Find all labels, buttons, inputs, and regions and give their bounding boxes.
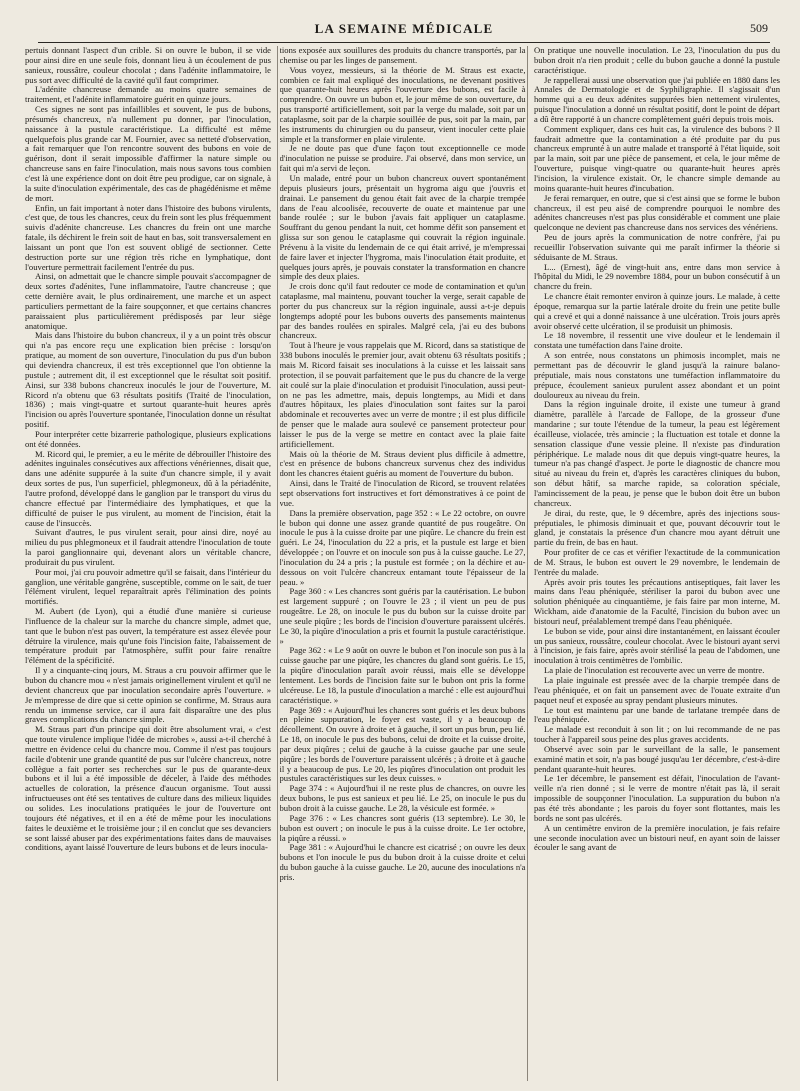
paragraph: Vous voyez, messieurs, si la théorie de M. Straus est exacte, combien ce fait mal expliqué des inoculations, ne devenant positives que quarante-huit heures après l'ouverture des bubons, est facile à comprendre. On ouvre un bubon et, le jour même de son ouverture, du pus transporté artificiellement, soit par la verge du malade, soit par un cataplasme, soit par de la charpie souillée de pus, soit par la main, par les instruments du chirurgien ou du panseur, vient inoculer cette plaie simple et la transformer en plaie virulente. bbox=[279, 64, 526, 144]
column-middle bbox=[280, 46, 526, 1086]
paragraph: Pour interpréter cette bizarrerie pathologique, plusieurs explications ont été données. bbox=[25, 428, 271, 449]
paragraph: Le 18 novembre, il ressentit une vive douleur et le lendemain il constata une tuméfaction dans l'aine droite. bbox=[534, 330, 780, 351]
paragraph: Ainsi, dans le Traité de l'inoculation de Ricord, se trouvent relatées sept observations fort instructives et fort démonstratives à ce point de vue. bbox=[279, 478, 526, 508]
paragraph: Page 381 : « Aujourd'hui le chancre est cicatrisé ; on ouvre les deux bubons et l'on inocule le pus du bubon droit à la cuisse droite et celui du bubon gauche à la cuisse gauche. Le 20, aucune des inoculations n'a pris. bbox=[279, 842, 526, 882]
paragraph: M. Straus part d'un principe qui doit être absolument vrai, « c'est que toute virulence implique l'idée de microbes », aussi a-t-il cherché à mettre en évidence celui du chancre mou. Comme il n'est pas toujours facile d'obtenir une grande quantité de pus sur l'ulcère chancreux, notre collègue a fait porter ses recherches sur le pus de quarante-deux bubons et il lui a été impossible de déceler, à l'aide des méthodes actuelles de coloration, la présence d'aucun organisme. Tout aussi infructueuses ont été ses tentatives de culture dans des milieux liquides ou solides. Les inoculations pratiquées le jour de l'ouverture ont toujours été négatives, et il en a été de même pour les inoculations faites le deuxième et le troisième jour ; il en conclut que ses devanciers se sont laissé abuser par des expérimentations faites dans de mauvaises conditions, ayant laissé l'ouverture de leurs bubons et de leurs inocula- bbox=[25, 724, 271, 853]
paragraph: L'adénite chancreuse demande au moins quatre semaines de traitement, et l'adénite inflammatoire guérit en quinze jours. bbox=[25, 84, 271, 105]
journal-title: LA SEMAINE MÉDICALE bbox=[314, 21, 494, 36]
column-right bbox=[534, 46, 780, 1086]
page-header bbox=[38, 18, 770, 43]
paragraph: Je crois donc qu'il faut redouter ce mode de contamination et qu'un cataplasme, mal maintenu, pouvant toucher la verge, serait capable de porter du pus chancreux sur la région inguinale, aussi a-t-je depuis longtemps adopté pour les bubons ouverts des pansements maintenus par des bandes roulées en spirales. Malgré cela, j'ai eu des bubons chancreux. bbox=[279, 281, 526, 341]
paragraph: Un malade, entré pour un bubon chancreux ouvert spontanément depuis plusieurs jours, présentait un hygroma aigu que j'ouvris et drainai. Le pansement du genou était fait avec de la charpie trempée dans de l'eau alcoolisée, recouverte de ouate et maintenue par une bande roulée ; sur le bubon j'avais fait appliquer un cataplasme. Souffrant du genou pendant la nuit, cet homme défit son pansement et glissa sur son genou le cataplasme qui couvrait la région inguinale. Prévenu à la visite du lendemain de ce qui était arrivé, je m'empressai de faire laver et injecter l'hygroma, mais l'inoculation était produite, et quelques jours après, je pouvais constater la transformation en chancre simple des deux plaies. bbox=[279, 172, 526, 282]
paragraph: Enfin, un fait important à noter dans l'histoire des bubons virulents, c'est que, de tous les chancres, ceux du frein sont les plus fréquemment suivis d'adénite chancreuse. Les chancres du frein ont une marche fatale, ils déchirent le frein soit de haut en bas, soit transversalement en laissant un pont que l'on est souvent obligé de sectionner. Cette destruction porte sur une région très riche en lymphatique, dont l'ouverture permettrait facilement l'entrée du pus. bbox=[25, 202, 271, 272]
paragraph: Après avoir pris toutes les précautions antiseptiques, fait laver les mains dans l'eau phéniquée, stériliser la paroi du bubon avec une solution phéniquée au cinquantième, je fais faire par mon interne, M. Wickham, aide d'anatomie de la Faculté, l'incision du bubon avec un bistouri neuf, préalablement trempé dans l'eau phéniquée. bbox=[534, 576, 780, 626]
paragraph: Je ferai remarquer, en outre, que si c'est ainsi que se forme le bubon chancreux, il est peu aisé de comprendre pourquoi le nombre des adénites chancreuses n'est pas plus considérable et comment une plaie quelconque ne devient pas chancreuse dans nos services des vénériens. bbox=[534, 192, 780, 233]
paragraph: Je dirai, du reste, que, le 9 décembre, après des injections sous-préputiales, le phimosis diminuait et que, pouvant découvrir tout le gland, je constatais la présence d'un chancre mou ayant détruit une partie du frein, de bas en haut. bbox=[534, 507, 780, 548]
paragraph: M. Ricord qui, le premier, a eu le mérite de débrouiller l'histoire des adénites inguinales consécutives aux affections vénériennes, disait que, dans une adénite suppurée à la suite d'un chancre simple, il y avait deux sortes de pus, l'un superficiel, phlegmoneux, dû à la périadénite, l'autre profond, développé dans le ganglion par le transport du virus du chancre effectué par l'intermédiaire des lymphatiques, et que la difficulté de puiser le pus virulent, au moment de l'incision, était la cause de l'insuccès. bbox=[25, 448, 271, 528]
paragraph: A son entrée, nous constatons un phimosis incomplet, mais ne permettant pas de découvrir le gland jusqu'à la rainure balano-préputiale, mais nous constatons une tuméfaction inflammatoire du prépuce, écoulement sanieux purulent assez abondant et un point douloureux au niveau du frein. bbox=[534, 350, 780, 400]
paragraph: Page 360 : « Les chancres sont guéris par la cautérisation. Le bubon est largement suppuré ; on l'ouvre le 23 ; il vient un peu de pus rougeâtre. Le 28, on inocule le pus du bubon sur la cuisse droite par une seule piqûre ; les bords de l'incision d'ouverture paraissent ulcérés. Le 30, la piqûre d'inoculation a pris et fournit la pustule caractéristique. » bbox=[279, 586, 526, 646]
paragraph: Le malade est reconduit à son lit ; on lui recommande de ne pas toucher à l'appareil sous peine des plus graves accidents. bbox=[534, 724, 780, 745]
paragraph: A un centimètre environ de la première inoculation, je fais refaire une seconde inoculation avec un bistouri neuf, en ayant soin de laisser écouler le sang avant de bbox=[534, 822, 780, 853]
paragraph: pertuis donnant l'aspect d'un crible. Si on ouvre le bubon, il se vide pour ainsi dire en une seule fois, donnant lieu à un écoulement de pus sanieux, roussâtre, couleur chocolat ; dans l'adénite inflammatoire, le pus sort avec difficulté de la cavité qu'il faut comprimer. bbox=[25, 46, 271, 85]
text-columns bbox=[25, 46, 780, 1086]
page-number: 509 bbox=[750, 21, 768, 35]
paragraph: Le bubon se vide, pour ainsi dire instantanément, en laissant écouler un pus sanieux, roussâtre, couleur chocolat. Avec le bistouri ayant servi à l'incision, je fais faire, après avoir stérilisé la peau de l'abdomen, une inoculation à trois centimètres de l'ombilic. bbox=[534, 625, 780, 666]
paragraph: Page 374 : « Aujourd'hui il ne reste plus de chancres, on ouvre les deux bubons, le pus est sanieux et peu lié. Le 25, on inocule le pus du bubon droit à la cuisse gauche. Le 28, la vésicule est formée. » bbox=[279, 783, 526, 813]
paragraph: M. Aubert (de Lyon), qui a étudié d'une manière si curieuse l'influence de la chaleur sur la marche du chancre simple, admet que, tant que le bubon n'est pas ouvert, la température est assez élevée pour détruire la virulence, mais qu'une fois l'incision faite, l'abaissement de température produit par l'atmosphère, suffit pour faire renaître l'élément de la spécificité. bbox=[25, 606, 271, 666]
paragraph: Ainsi, on admettait que le chancre simple pouvait s'accompagner de deux sortes d'adénites, l'une inflammatoire, l'autre chancreuse ; que cette dernière avait, le plus ordinairement, une marche et un aspect particuliers permettant de la faire soupçonner, et que certains chancres paraissaient plus particulièrement prédisposés par leur siège anatomique. bbox=[25, 271, 271, 331]
paragraph: Ces signes ne sont pas infaillibles et souvent, le pus de bubons, présumés chancreux, n'a nullement pu donner, par l'inoculation, naissance à la pustule caractéristique. La difficulté est même quelquefois plus grande car M. Fournier, avec sa netteté d'observation, a fait remarquer que l'on rencontre souvent des bubons en voie de guérison, dont il serait impossible d'affirmer la nature simple ou chancreuse sans en faire l'inoculation, mais nous savons tous combien c'est là une expérience dont on doit être peu prodigue, car on signale, à la suite d'inoculation expérimentale, des cas de phagédénisme et même de mort. bbox=[25, 104, 271, 203]
paragraph: Dans la première observation, page 352 : « Le 22 octobre, on ouvre le bubon qui donne une assez grande quantité de pus rougeâtre. On inocule le pus à la cuisse droite par une piqûre. Le chancre du frein est guéri. Le 24, l'inoculation du 22 a pris, et la pustule est large et bien développée ; on l'ouvre et on inocule son pus à la cuisse gauche. Le 27, l'inoculation du 24 a pris ; la pustule est formée ; on la déchire et au-dessous on voit l'ulcère chancreux entamant toute l'épaisseur de la peau. » bbox=[279, 507, 526, 587]
paragraph: L... (Ernest), âgé de vingt-huit ans, entre dans mon service à l'hôpital du Midi, le 29 novembre 1884, pour un bubon consécutif à un chancre du frein. bbox=[534, 261, 780, 292]
paragraph: Tout à l'heure je vous rappelais que M. Ricord, dans sa statistique de 338 bubons inoculés le premier jour, avait obtenu 63 résultats positifs ; mais M. Ricord faisait ses inoculations à la cuisse et les laissait sans protection, il se pouvait parfaitement que le pus du chancre de la verge ait coulé sur la plaie d'inoculation et produisit l'inoculation, aussi peut-on ne pas les admettre, mais, depuis longtemps, au Midi et dans d'autres hôpitaux, les plaies d'inoculation sont faites sur la paroi abdominale et recouvertes avec un verre de montre ; il est plus difficile de penser que le malade aura soulevé ce pansement protecteur pour laisser le pus de la verge se mettre en contact avec la plaie faite artificiellement. bbox=[279, 340, 526, 449]
paragraph: Page 369 : « Aujourd'hui les chancres sont guéris et les deux bubons en pleine suppuration, le foyer est vaste, il y a beaucoup de décollement. On ouvre à droite et à gauche, il sort un pus brun, peu lié. Le 18, on inocule le pus des bubons, celui de droite et la cuisse droite, par deux piqûres ; celui de gauche à la cuisse gauche par une seule piqûre ; les bords de l'ouverture paraissent ulcérés ; à droite et à gauche il y a beaucoup de pus. Le 20, les piqûres d'inoculation ont produit les pustules caractéristiques sur les deux cuisses. » bbox=[279, 704, 526, 784]
paragraph: Comment expliquer, dans ces huit cas, la virulence des bubons ? Il faudrait admettre que la contamination a été produite par du pus chancreux emprunté à un autre malade et transporté à l'état liquide, soit par la main, soit par une pièce de pansement, et cela, le jour même de l'ouverture, puisque vingt-quatre ou quarante-huit heures après l'incision, la virulence existait. Or, le chancre simple demande au moins quarante-huit heures d'incubation. bbox=[534, 123, 780, 193]
paragraph: Le chancre était remonter environ à quinze jours. Le malade, à cette époque, remarqua sur la partie latérale droite du frein une petite bulle qui a crevé et qui a donné naissance à une ulcération. Trois jours après avoir observé cette ulcération, il se produisit un phimosis. bbox=[534, 291, 780, 331]
paragraph: Le 1er décembre, le pansement est défait, l'inoculation de l'avant-veille n'a rien donné ; si le verre de montre n'était pas là, il serait impossible de soupçonner l'inoculation. La suppuration du bubon n'a pas été très abondante ; les parois du foyer sont flottantes, mais les bords ne sont pas ulcérés. bbox=[534, 773, 780, 823]
paragraph: Le tout est maintenu par une bande de tarlatane trempée dans de l'eau phéniquée. bbox=[534, 704, 780, 725]
paragraph: Suivant d'autres, le pus virulent serait, pour ainsi dire, noyé au milieu du pus phlegmoneux et il faudrait attendre l'inoculation de toute la paroi ganglionnaire qui, devenant alors un véritable chancre, produirait du pus virulent. bbox=[25, 527, 271, 567]
paragraph: Page 362 : « Le 9 août on ouvre le bubon et l'on inocule son pus à la cuisse gauche par une piqûre, les chancres du gland sont guéris. Le 15, la piqûre d'inoculation paraît avoir réussi, mais elle se développe lentement. Les bords de l'incision faite sur le bubon ont pris la forme ulcéreuse. Le 18, la pustule d'inoculation a marché : elle est aujourd'hui caractéristique. » bbox=[279, 645, 526, 705]
paragraph: Dans la région inguinale droite, il existe une tumeur à grand diamètre, parallèle à l'arcade de Fallope, de la grosseur d'une mandarine ; sur toute l'étendue de la tumeur, la peau est légèrement écailleuse, violacée, très amincie ; la fluctuation est totale et donne la sensation classique d'une vessie pleine. Il n'existe pas d'induration périphérique. Le malade nous dit que depuis vingt-quatre heures, la tumeur n'a pas changé d'aspect. Je porte le diagnostic de chancre mou situé au niveau du frein et, d'après les caractères cliniques du bubon, son début hâtif, sa marche rapide, sa coloration spéciale, l'amincissement de la peau, je pense que le bubon doit être un bubon chancreux. bbox=[534, 399, 780, 508]
paragraph: La plaie inguinale est pressée avec de la charpie trempée dans de l'eau phéniquée, et on fait un pansement avec de l'ouate extraite d'un paquet neuf et exposée au spray pendant plusieurs minutes. bbox=[534, 675, 780, 705]
paragraph: Il y a cinquante-cinq jours, M. Straus a cru pouvoir affirmer que le bubon du chancre mou « n'est jamais originellement virulent et qu'il ne devient chancreux que par inoculation secondaire après l'ouverture. » Je m'empresse de dire que si cette opinion se confirme, M. Straus aura rendu un immense service, car il aura fait disparaître une des plus graves complications du chancre simple. bbox=[25, 665, 271, 725]
paragraph: Mais où la théorie de M. Straus devient plus difficile à admettre, c'est en présence de bubons chancreux survenus chez des individus dont les chancres étaient guéris au moment de l'ouverture du bubon. bbox=[279, 448, 526, 479]
paragraph: Observé avec soin par le surveillant de la salle, le pansement examiné matin et soir, n'a pas bougé jusqu'au 1er décembre, c'est-à-dire pendant quarante-huit heures. bbox=[534, 743, 780, 774]
paragraph: Pour profiter de ce cas et vérifier l'exactitude de la communication de M. Straus, le bubon est ouvert le 29 novembre, le lendemain de l'entrée du malade. bbox=[534, 547, 780, 577]
paragraph: Mais dans l'histoire du bubon chancreux, il y a un point très obscur qui n'a pas encore reçu une explication bien précise : lorsqu'on pratique, au moment de son ouverture, l'inoculation du pus d'un bubon qui deviendra chancreux, il est très exceptionnel que l'on obtienne la pustule ; autrement dit, il est exceptionnel que le résultat soit positif. Ainsi, sur 338 bubons chancreux inoculés le jour de l'ouverture, M. Ricord n'a obtenu que 63 résultats positifs (Traité de l'inoculation, 1836) ; mais vingt-quatre et surtout quarante-huit heures après l'incision ou après l'ouverture spontanée, l'inoculation donne un résultat positif. bbox=[25, 330, 271, 430]
paragraph: tions exposée aux souillures des produits du chancre transportés, par la chemise ou par les linges de pansement. bbox=[279, 46, 526, 65]
paragraph: Pour moi, j'ai cru pouvoir admettre qu'il se faisait, dans l'intérieur du ganglion, une véritable gangrène, susceptible, comme on le sait, de tuer l'élément virulent, lequel reparaîtrait après l'élimination des points mortifiés. bbox=[25, 566, 271, 607]
column-left bbox=[25, 46, 271, 1086]
paragraph: Je rappellerai aussi une observation que j'ai publiée en 1880 dans les Annales de Dermatologie et de Syphiligraphie. Il s'agissait d'un homme qui a eu deux adénites suppurées bien nettement virulentes, puisque l'inoculation a donné un résultat positif, dont le point de départ a dû être rapporté à un chancre complètement guéri depuis trois mois. bbox=[534, 74, 780, 124]
paragraph: La plaie de l'inoculation est recouverte avec un verre de montre. bbox=[544, 665, 765, 676]
paragraph: Peu de jours après la communication de notre confrère, j'ai pu recueillir l'observation suivante qui me paraît infirmer la théorie si séduisante de M. Straus. bbox=[534, 232, 780, 262]
paragraph: Je ne doute pas que d'une façon tout exceptionnelle ce mode d'inoculation ne puisse se produire. J'ai observé, dans mon service, un fait qui m'a servi de leçon. bbox=[279, 143, 526, 174]
paragraph: On pratique une nouvelle inoculation. Le 23, l'inoculation du pus du bubon droit n'a rien produit ; celle du bubon gauche a donné la pustule caractéristique. bbox=[534, 46, 780, 75]
paragraph: Page 376 : « Les chancres sont guéris (13 septembre). Le 30, le bubon est ouvert ; on inocule le pus à la cuisse droite. Le 1er octobre, la piqûre a réussi. » bbox=[279, 812, 526, 843]
